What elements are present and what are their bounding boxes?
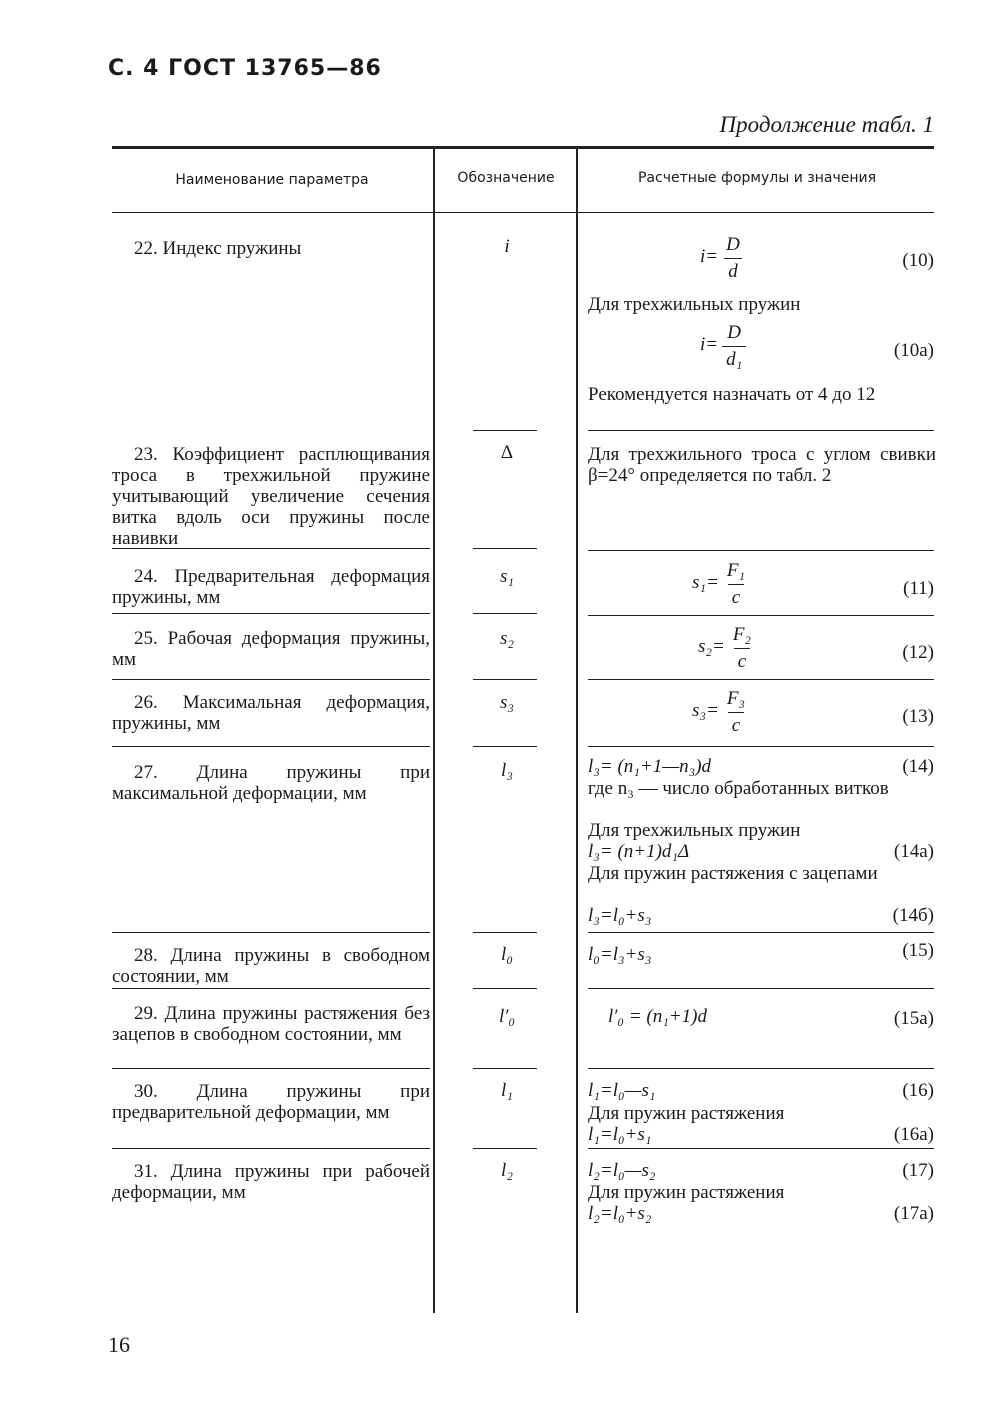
page-number: 16 — [108, 1332, 130, 1357]
row-rule — [473, 746, 537, 747]
formula: s₃= $\frac{\text{F₃}}{c}$ — [692, 688, 746, 736]
row-rule — [588, 679, 934, 680]
formula-note: Для пружин растяжения — [588, 1182, 785, 1203]
formula-number: (14а) — [893, 841, 934, 862]
param-name: 24. Предварительная деформация пружины, мм — [112, 566, 430, 608]
formula-note: Рекомендуется назначать от 4 до 12 — [588, 384, 876, 405]
formula-number: (16) — [902, 1080, 934, 1101]
column-header-symbol: Обозначение — [457, 170, 555, 186]
row-rule — [473, 988, 537, 989]
formula-number: (14б) — [892, 905, 934, 926]
param-symbol: s₂ — [500, 628, 514, 649]
formula-number: (12) — [902, 642, 934, 663]
row-rule — [112, 679, 430, 680]
column-header-formulas: Расчетные формулы и значения — [637, 170, 877, 186]
formula: l₂=l₀+s₂ — [588, 1203, 652, 1224]
formula-number: (17а) — [893, 1203, 934, 1224]
column-header-name: Наименование параметра — [175, 172, 369, 188]
formula: s₁= $\frac{\text{F₁}}{c}$ — [692, 560, 746, 608]
formula: l₂=l₀—s₂ — [588, 1160, 656, 1181]
formula-number: (15) — [902, 940, 934, 961]
param-name: 28. Длина пружины в свободном состоянии, мм — [112, 945, 430, 987]
formula-number: (10а) — [893, 340, 934, 361]
param-symbol: l₀ — [501, 944, 513, 965]
row-rule — [588, 746, 934, 747]
row-rule — [112, 988, 430, 989]
row-rule — [588, 1148, 934, 1149]
formula-note: где n₃ — число обработанных витков — [588, 778, 889, 799]
formula-note: Для трехжильных пружин — [588, 294, 801, 315]
formula-number: (17) — [902, 1160, 934, 1181]
formula: i= $\frac{D}{\text{d₁}}$ — [700, 322, 746, 371]
formula-number: (13) — [902, 706, 934, 727]
row-rule — [473, 932, 537, 933]
param-symbol: s₃ — [500, 692, 514, 713]
param-name: 26. Максимальная деформация, пружины, мм — [112, 692, 430, 734]
formula: s₂= $\frac{\text{F₂}}{c}$ — [698, 624, 752, 672]
formula-note: Для пружин растяжения — [588, 1103, 785, 1124]
header-rule — [112, 212, 934, 213]
row-rule — [112, 548, 430, 549]
formula-note: Для трехжильных пружин — [588, 820, 801, 841]
formula-number: (14) — [902, 756, 934, 777]
row-rule — [473, 1068, 537, 1069]
formula: l₀=l₃+s₃ — [588, 944, 652, 965]
formula: l₃=l₀+s₃ — [588, 905, 652, 926]
row-rule — [588, 1068, 934, 1069]
row-rule — [473, 1148, 537, 1149]
column-divider — [433, 146, 435, 1313]
formula: i= $\frac{D}{d}$ — [700, 234, 740, 282]
formula: l₃= (n+1)d₁Δ — [588, 841, 690, 862]
row-rule — [473, 613, 537, 614]
param-symbol: l′₀ — [498, 1006, 516, 1027]
row-rule — [112, 613, 430, 614]
table-top-rule — [112, 146, 934, 149]
param-name: 31. Длина пружины при рабочей деформации, мм — [112, 1161, 430, 1203]
param-name: 22. Индекс пружины — [134, 238, 302, 259]
param-name: 27. Длина пружины при максимальной деформации, мм — [112, 762, 430, 804]
formula: l₁=l₀—s₁ — [588, 1080, 656, 1101]
formula-text: Для трехжильного троса с углом свивки β=24° определяется по табл. 2 — [588, 444, 936, 486]
param-symbol: l₁ — [501, 1080, 513, 1101]
row-rule — [588, 932, 934, 933]
param-symbol: l₃ — [501, 760, 513, 781]
row-rule — [112, 1068, 430, 1069]
row-rule — [588, 550, 934, 551]
row-rule — [112, 746, 430, 747]
row-rule — [473, 430, 537, 431]
formula-number: (10) — [902, 250, 934, 271]
param-name: 29. Длина пружины растяжения без зацепов в свободном состоянии, мм — [112, 1003, 430, 1045]
row-rule — [588, 430, 934, 431]
formula: l′₀ = (n₁+1)d — [608, 1006, 707, 1027]
row-rule — [112, 1148, 430, 1149]
param-symbol: s₁ — [500, 566, 514, 587]
param-name: 23. Коэффициент расплющивания троса в трехжильной пружине учитывающий увеличение сечения витка вдоль оси пружины после навивки — [112, 444, 430, 549]
param-symbol: Δ — [500, 442, 514, 463]
param-symbol: i — [504, 236, 510, 257]
formula-number: (16а) — [893, 1124, 934, 1145]
param-symbol: l₂ — [501, 1160, 513, 1181]
page-header: С. 4 ГОСТ 13765—86 — [108, 56, 382, 81]
row-rule — [473, 679, 537, 680]
row-rule — [588, 615, 934, 616]
formula: l₁=l₀+s₁ — [588, 1124, 652, 1145]
formula-number: (15а) — [893, 1008, 934, 1029]
continuation-label: Продолжение табл. 1 — [719, 112, 934, 137]
row-rule — [112, 932, 430, 933]
row-rule — [473, 548, 537, 549]
formula-note: Для пружин растяжения с зацепами — [588, 863, 878, 884]
row-rule — [588, 988, 934, 989]
column-divider — [576, 146, 578, 1313]
formula: l₃= (n₁+1—n₃)d — [588, 756, 712, 777]
formula-number: (11) — [903, 578, 934, 599]
param-name: 30. Длина пружины при предварительной деформации, мм — [112, 1081, 430, 1123]
param-name: 25. Рабочая деформация пружины, мм — [112, 628, 430, 670]
